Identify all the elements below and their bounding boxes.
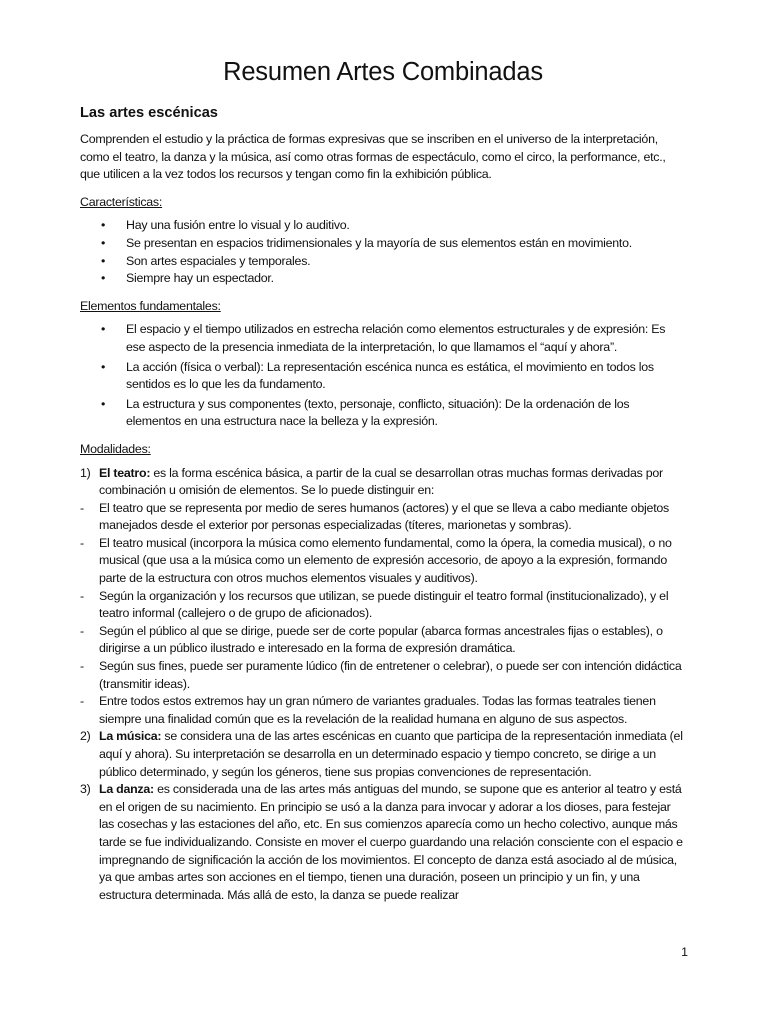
list-marker: - xyxy=(80,659,84,674)
intro-paragraph: Comprenden el estudio y la práctica de formas expresivas que se inscriben en el universo de la interpretación, como el teatro, la danza y la música, así como otras formas de espectáculo, como el circo, la performance, etc., que utilicen a la vez todos los recursos y tengan como fin la exhibición pública. xyxy=(80,132,666,182)
list-item: 1) El teatro: es la forma escénica básica, a partir de la cual se desarrollan otras muchas formas derivadas por combinación u omisión de elementos. Se lo puede distinguir en: xyxy=(80,465,663,498)
list-item: - Entre todos estos extremos hay un gran número de variantes graduales. Todas las formas teatrales tienen siempre una finalidad común que es la revelación de la realidad humana en alguno de sus aspectos. xyxy=(80,694,656,726)
bullet-icon: • xyxy=(101,359,106,374)
page-number: 1 xyxy=(681,945,688,959)
document-title: Resumen Artes Combinadas xyxy=(223,58,543,86)
section-heading: Las artes escénicas xyxy=(80,105,218,121)
bullet-icon: • xyxy=(101,218,106,233)
bullet-icon: • xyxy=(101,253,106,268)
list-item: • El espacio y el tiempo utilizados en estrecha relación como elementos estructurales y de expresión: Es ese aspecto de la presencia inmediata de la interpretación, lo que llamamos el “aquí y ahora”. xyxy=(101,322,666,354)
list-item: • Se presentan en espacios tridimensionales y la mayoría de sus elementos están en movimiento. xyxy=(80,235,686,253)
bullet-icon: • xyxy=(101,322,106,337)
item-lead: La danza: xyxy=(99,782,154,797)
list-marker: - xyxy=(80,623,84,638)
list-item: 3) La danza: es considerada una de las artes más antiguas del mundo, se supone que es anterior al teatro y está en el origen de su nacimiento. En principio se usó a la danza para invocar y adorar a los dioses, para festejar las cosechas y las estaciones del año, etc. En sus comienzos aparecía como un hecho colectivo, aunque más tarde se fue individualizando. Consiste en mover el cuerpo guardando una relación consciente con el espacio e impregnando de significación la acción de los movimientos. El concepto de danza está asociado al de música, ya que ambas artes son acciones en el tiempo, tienen una duración, poseen un principio y un fin, y una estructura determinada. Más allá de esto, la danza se puede realizar xyxy=(80,782,683,902)
caracteristicas-list xyxy=(80,217,686,287)
list-marker: - xyxy=(80,535,84,550)
list-item: • La acción (física o verbal): La representación escénica nunca es estática, el movimiento en todos los sentidos es lo que les da fundamento. xyxy=(101,359,654,392)
list-marker: - xyxy=(80,694,84,709)
bullet-icon: • xyxy=(101,271,106,286)
item-lead: El teatro: xyxy=(99,465,151,480)
bullet-icon: • xyxy=(101,235,106,250)
list-item: • Siempre hay un espectador. xyxy=(80,270,686,288)
list-marker: 1) xyxy=(80,465,91,480)
list-item: - Según sus fines, puede ser puramente lúdico (fin de entretener o celebrar), o puede ser con intención didáctica (transmitir ideas). xyxy=(80,659,682,691)
list-item: • La estructura y sus componentes (texto, personaje, conflicto, situación): De la ordenación de los elementos en una estructura nace la belleza y la expresión. xyxy=(101,396,630,429)
list-marker: - xyxy=(80,588,84,603)
list-item: - Según la organización y los recursos que utilizan, se puede distinguir el teatro formal (institucionalizado), y el teatro informal (callejero o de grupo de aficionados). xyxy=(80,588,669,621)
list-item: 2) La música: se considera una de las artes escénicas en cuanto que participa de la representación inmediata (el aquí y ahora). Su interpretación se desarrolla en un determinado espacio y tiempo concreto, se dirige a un público determinado, y según los géneros, tiene sus propias convenciones de representación. xyxy=(80,729,683,779)
list-marker: 3) xyxy=(80,782,91,797)
bullet-icon: • xyxy=(101,396,106,411)
modalidades-list xyxy=(80,465,686,905)
elementos-heading: Elementos fundamentales: xyxy=(80,298,221,313)
modalidades-heading: Modalidades: xyxy=(80,441,151,456)
list-marker: - xyxy=(80,500,84,515)
item-lead: La música: xyxy=(99,729,162,744)
caracteristicas-heading: Características: xyxy=(80,194,163,209)
elementos-list xyxy=(80,321,686,431)
list-marker: 2) xyxy=(80,729,91,744)
list-item: - El teatro que se representa por medio de seres humanos (actores) y el que se lleva a cabo mediante objetos manejados desde el exterior por personas especializadas (títeres, marionetas y sombras). xyxy=(80,500,669,533)
list-item: • Hay una fusión entre lo visual y lo auditivo. xyxy=(80,217,686,235)
list-item: • Son artes espaciales y temporales. xyxy=(80,253,686,271)
list-item: - El teatro musical (incorpora la música como elemento fundamental, como la ópera, la comedia musical), o no musical (que usa a la música como un elemento de expresión accesorio, de apoyo a la expresión, formando parte de la estructura con otros muchos elementos visuales y auditivos). xyxy=(80,535,672,586)
list-item: - Según el público al que se dirige, puede ser de corte popular (abarca formas ancestrales fijas o estables), o dirigirse a un público ilustrado e interesado en la forma de expresión dramática. xyxy=(80,623,663,656)
